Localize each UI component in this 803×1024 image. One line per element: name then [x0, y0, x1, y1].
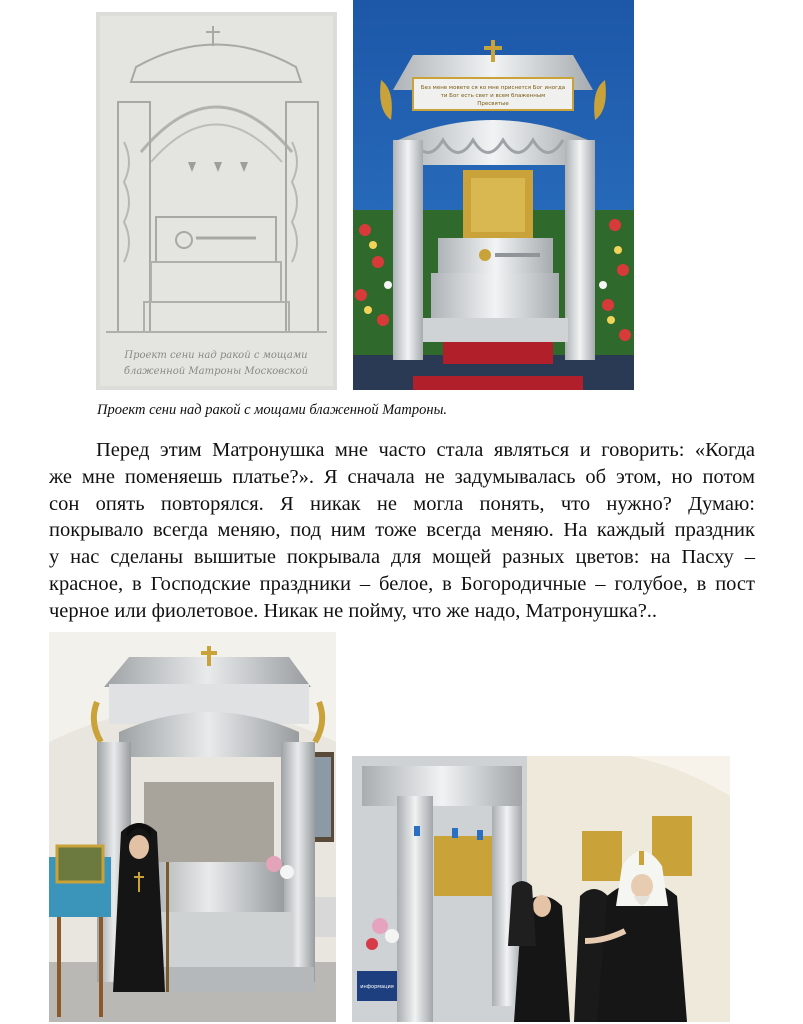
drawing-inscription-line1: Проект сени над ракой с мощами [124, 350, 308, 361]
paragraph-line: черное или фиолетовое. Никак не пойму, что же надо, Матронушка?.. [49, 599, 658, 622]
paragraph-line: у нас сделаны вышитые покрывала для мощей разных цветов: на Пасху – [49, 546, 755, 569]
paragraph-line: красное, в Господские праздники – белое, в Богородичные – голубое, в пост [49, 572, 755, 595]
paragraph-line: покрывало всегда меняю, под ним тоже всегда меняю. На каждый праздник [49, 519, 755, 542]
drawing-inscription-line2: блаженной Матроны Московской [123, 366, 309, 377]
silver-shrine-photo [353, 0, 634, 390]
paragraph-line: же мне поменяешь платье?». Я сначала не задумывалась об этом, но потом [49, 465, 755, 488]
image-caption: Проект сени над ракой с мощами блаженной Матроны. [97, 402, 448, 418]
shrine-banner-line1: Без мене мовете ся ко мне приснется Бог иногда [420, 85, 566, 91]
shrine-banner-line2: ти Бог есть свет и всем блаженным [440, 93, 546, 99]
shrine-plaque-text: информация [360, 984, 394, 990]
paragraph [49, 437, 755, 625]
shrine-banner-line3: Пресвятые [477, 101, 509, 107]
canopy-drawing-image [96, 12, 337, 390]
paragraph-line: Перед этим Матронушка мне часто стала являться и говорить: «Когда [96, 439, 755, 461]
paragraph-line: сон опять повторялся. Я никак не могла понять, что нужно? Думаю: [49, 492, 755, 515]
nun-with-shrine-photo [49, 632, 336, 1022]
patriarch-visit-photo [352, 756, 730, 1022]
